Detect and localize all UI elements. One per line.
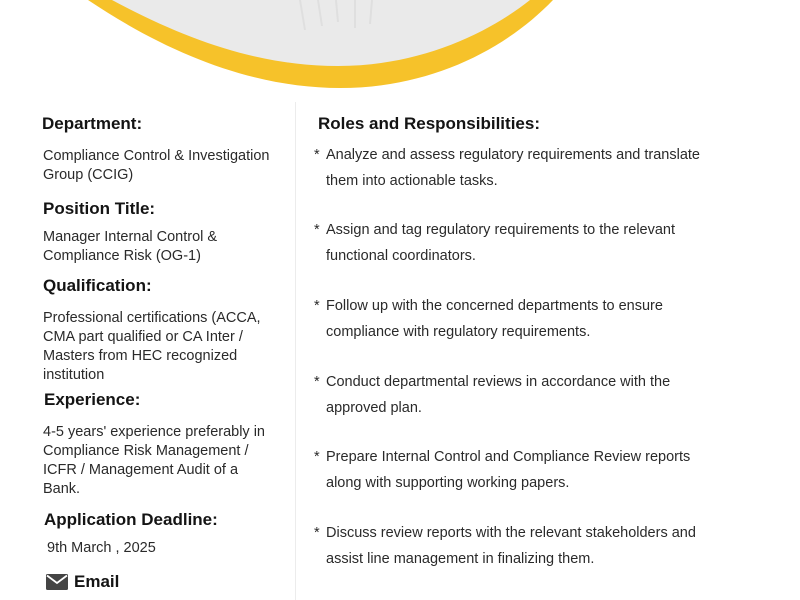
experience-heading: Experience: xyxy=(44,390,141,409)
responsibility-line: Conduct departmental reviews in accordance with the xyxy=(326,374,671,390)
bullet-marker: * xyxy=(314,222,320,238)
responsibility-line: along with supporting working papers. xyxy=(326,474,570,491)
qualification-line-1: Professional certifications (ACCA, xyxy=(43,310,261,326)
qualification-line-4: institution xyxy=(43,367,105,383)
bullet-marker: * xyxy=(314,374,320,390)
responsibility-line: Prepare Internal Control and Compliance Review reports xyxy=(326,449,691,465)
qualification-line-2: CMA part qualified or CA Inter / xyxy=(43,329,243,345)
responsibility-item xyxy=(314,294,744,345)
bullet-marker: * xyxy=(314,449,320,465)
experience-line-3: ICFR / Management Audit of a xyxy=(43,462,239,478)
responsibility-line: Analyze and assess regulatory requirements and translate xyxy=(326,147,700,163)
responsibility-line: Follow up with the concerned departments to ensure xyxy=(326,298,663,314)
responsibility-item xyxy=(314,143,744,194)
email-label: Email xyxy=(74,572,120,591)
responsibility-line: functional coordinators. xyxy=(326,247,476,264)
email-link[interactable] xyxy=(46,570,119,594)
responsibility-line: assist line management in finalizing them. xyxy=(326,550,595,567)
responsibility-item xyxy=(314,521,744,572)
responsibility-line: Assign and tag regulatory requirements to the relevant xyxy=(326,222,676,238)
bullet-marker: * xyxy=(314,298,320,314)
experience-line-4: Bank. xyxy=(43,481,81,497)
bullet-marker: * xyxy=(314,147,320,163)
department-line-2: Group (CCIG) xyxy=(43,167,134,183)
responsibility-item xyxy=(314,218,744,269)
position-title-line-2: Compliance Risk (OG-1) xyxy=(43,248,201,264)
header-decorative-banner xyxy=(0,0,800,100)
department-heading: Department: xyxy=(42,114,143,133)
experience-line-1: 4-5 years' experience preferably in xyxy=(43,424,265,440)
responsibility-line: approved plan. xyxy=(326,399,422,416)
qualification-heading: Qualification: xyxy=(43,276,152,295)
application-deadline-date: 9th March , 2025 xyxy=(47,540,156,556)
column-divider xyxy=(295,102,296,600)
responsibility-item xyxy=(314,445,744,496)
responsibility-line: Discuss review reports with the relevant stakeholders and xyxy=(326,525,696,541)
position-title-heading: Position Title: xyxy=(43,199,156,218)
application-deadline-heading: Application Deadline: xyxy=(44,510,218,529)
roles-responsibilities-heading: Roles and Responsibilities: xyxy=(318,114,540,133)
responsibility-item xyxy=(314,370,744,421)
position-title-line-1: Manager Internal Control & xyxy=(43,229,218,245)
responsibility-line: them into actionable tasks. xyxy=(326,172,498,189)
qualification-line-3: Masters from HEC recognized xyxy=(43,348,238,364)
bullet-marker: * xyxy=(314,525,320,541)
experience-line-2: Compliance Risk Management / xyxy=(43,443,249,459)
envelope-icon xyxy=(46,574,68,590)
department-line-1: Compliance Control & Investigation xyxy=(43,148,270,164)
responsibility-line: compliance with regulatory requirements. xyxy=(326,323,591,340)
